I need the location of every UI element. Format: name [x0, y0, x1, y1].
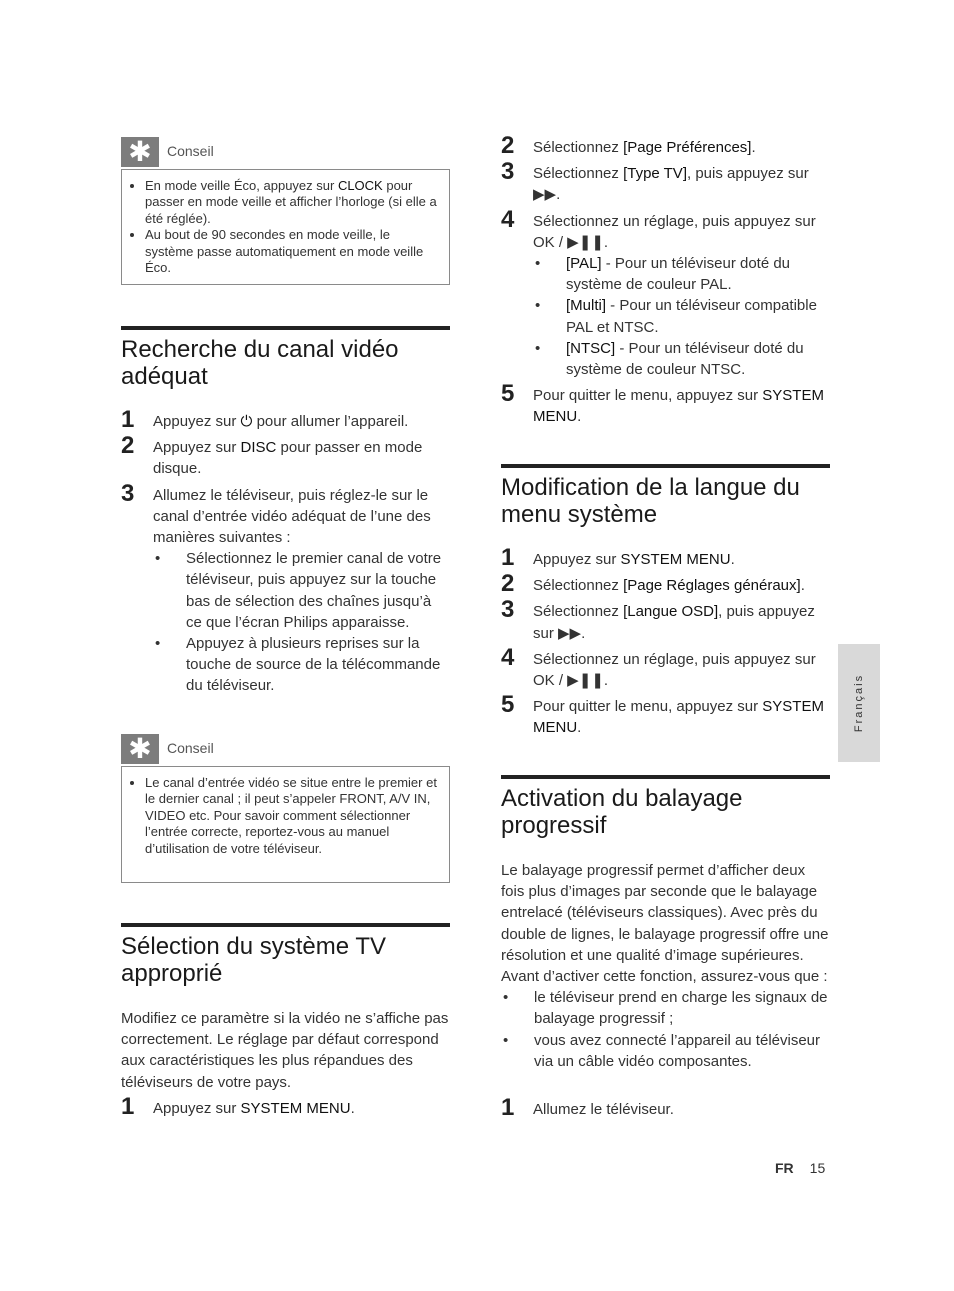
- sub-item: • Sélectionnez le premier canal de votre téléviseur, puis appuyez sur la touche bas de sélection des chaînes jusqu’à ce que l’écran Philips apparaisse.: [153, 548, 450, 633]
- step-item: 2 Appuyez sur DISC pour passer en mode disque.: [121, 432, 423, 478]
- page-number: 15: [809, 1160, 826, 1176]
- step-item: 1 Appuyez sur ⏻ pour allumer l’appareil.: [121, 406, 409, 433]
- tip-item: • Au bout de 90 secondes en mode veille, le système passe automatiquement en mode veille Éco.: [145, 227, 439, 276]
- sub-item: • [Multi] - Pour un téléviseur compatible PAL et NTSC.: [533, 295, 830, 337]
- steps-channel: [121, 406, 450, 702]
- tip-box-2: [121, 734, 450, 883]
- step-item: 1 Allumez le téléviseur.: [501, 1094, 674, 1121]
- tip-item: • En mode veille Éco, appuyez sur CLOCK pour passer en mode veille et afficher l’horloge (si elle a été réglée).: [145, 178, 439, 227]
- step-item: 5 Pour quitter le menu, appuyez sur SYSTEM MENU.: [501, 691, 824, 737]
- section-heading-tv-system: Sélection du système TV approprié: [121, 923, 450, 987]
- section-heading-language: Modification de la langue du menu système: [501, 464, 830, 528]
- step-item: 3 Sélectionnez [Langue OSD], puis appuyez sur ▶▶.: [501, 596, 815, 642]
- tip-box-1: [121, 137, 450, 285]
- intro-tv-system: Modifiez ce paramètre si la vidéo ne s’affiche pas correctement. Le réglage par défaut correspond aux caractéristiques les plus répandues des téléviseurs de votre pays.: [121, 1010, 449, 1091]
- section-heading-progressive: Activation du balayage progressif: [501, 775, 830, 839]
- intro-progressive: Le balayage progressif permet d’afficher deux fois plus d’images par seconde que le balayage entrelacé (téléviseurs classiques). Avec près du double de lignes, le balayage progressif offre une résolution et une qualité d’image supérieures. Avant d’activer cette fonction, assurez-vous que : • le téléviseur prend en charge les signaux de balayage progressif ; • vous avez connecté l’appareil au téléviseur via un câble vidéo composantes.: [501, 860, 830, 1072]
- step-item: 1 Appuyez sur SYSTEM MENU.: [501, 544, 735, 571]
- step-item: 3 Sélectionnez [Type TV], puis appuyez sur ▶▶.: [501, 158, 809, 204]
- asterisk-icon: ✱: [121, 734, 159, 764]
- sub-item: • Appuyez à plusieurs reprises sur la touche de source de la télécommande du téléviseur.: [153, 633, 450, 697]
- language-side-tab: Français: [838, 644, 880, 762]
- steps-language: [501, 544, 830, 744]
- tip-title: Conseil: [167, 740, 214, 756]
- step-item: 4 Sélectionnez un réglage, puis appuyez sur OK / ▶❚❚.: [501, 643, 816, 690]
- tip-item: • Le canal d’entrée vidéo se situe entre le premier et le dernier canal ; il peut s’appeler FRONT, A/V IN, VIDEO etc. Pour savoir comment sélectionner l’entrée correcte, reportez-vous au manuel d’utilisation de votre téléviseur.: [145, 775, 439, 857]
- tip-title: Conseil: [167, 143, 214, 159]
- sub-item: • [PAL] - Pour un téléviseur doté du système de couleur PAL.: [533, 253, 830, 295]
- steps-tv-system: [121, 1093, 450, 1124]
- bullet-item: • le téléviseur prend en charge les signaux de balayage progressif ;: [501, 987, 830, 1029]
- tip-content: [121, 766, 450, 883]
- steps-tv-system-cont: [501, 132, 830, 433]
- steps-progressive: [501, 1094, 830, 1125]
- tip-header: [121, 137, 450, 169]
- step-item: 2 Sélectionnez [Page Réglages généraux].: [501, 570, 805, 598]
- step-item: 3 Allumez le téléviseur, puis réglez-le sur le canal d’entrée vidéo adéquat de l’une des manières suivantes : • Sélectionnez le premier canal de votre téléviseur, puis appuyez sur la touche bas de sélection des chaînes jusqu’à ce que l’écran Philips apparaisse. • Appuyez à plusieurs reprises sur la touche de source de la télécommande du téléviseur.: [121, 485, 450, 697]
- step-item: 4 Sélectionnez un réglage, puis appuyez sur OK / ▶❚❚. • [PAL] - Pour un téléviseur doté du système de couleur PAL. • [Multi] - Pour un téléviseur compatible PAL et NTSC. • [NTSC] - Pour un téléviseur doté du système de couleur NTSC.: [501, 211, 830, 381]
- asterisk-icon: ✱: [121, 137, 159, 167]
- footer-language: FR: [775, 1160, 794, 1176]
- step-item: 2 Sélectionnez [Page Préférences].: [501, 132, 756, 159]
- bullet-item: • vous avez connecté l’appareil au téléviseur via un câble vidéo composantes.: [501, 1030, 830, 1072]
- sub-item: • [NTSC] - Pour un téléviseur doté du système de couleur NTSC.: [533, 338, 830, 380]
- power-icon: ⏻: [240, 413, 253, 430]
- section-heading-channel: Recherche du canal vidéo adéquat: [121, 326, 450, 390]
- tip-header: [121, 734, 450, 766]
- step-item: 1 Appuyez sur SYSTEM MENU.: [121, 1093, 355, 1120]
- page-footer: [775, 1160, 825, 1176]
- tip-content: [121, 169, 450, 285]
- step-item: 5 Pour quitter le menu, appuyez sur SYSTEM MENU.: [501, 380, 824, 426]
